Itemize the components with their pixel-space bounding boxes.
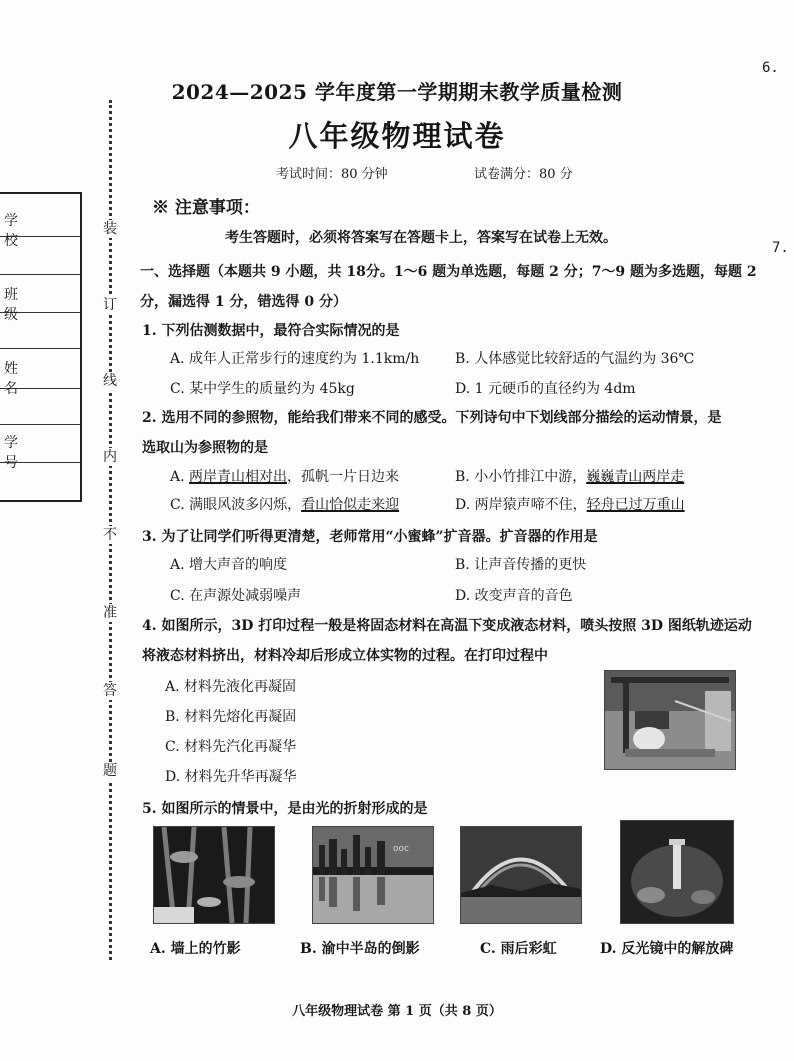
seal-char: 题 bbox=[103, 763, 117, 779]
underlined-phrase: 巍巍青山两岸走 bbox=[586, 469, 685, 485]
option-prefix: C. 满眼风波多闪烁， bbox=[170, 497, 302, 513]
q3-option-b: B. 让声音传播的更快 bbox=[455, 557, 587, 573]
notice-heading: ※ 注意事项： bbox=[152, 198, 260, 218]
section-heading: 一、选择题（本题共 9 小题，共 18分。1～6 题为单选题，每题 2 分；7～9 题为多选题，每题 2 分，漏选得 1 分，错选得 0 分） bbox=[140, 264, 757, 310]
seal-char: 线 bbox=[103, 373, 117, 389]
option-prefix: B. 小小竹排江中游， bbox=[455, 469, 587, 485]
seal-char: 答 bbox=[103, 683, 117, 699]
q3-option-a: A. 增大声音的响度 bbox=[170, 557, 288, 573]
3d-printer-photo bbox=[604, 670, 736, 770]
question-4-stem: 4. 如图所示，3D 打印过程一般是将固态材料在高温下变成液态材料，喷头按照 3D 图纸轨迹运动将液态材料挤出，材料冷却后形成立体实物的过程。在打印过程中 bbox=[142, 618, 752, 664]
peninsula-reflection-photo bbox=[312, 826, 434, 924]
mirror-monument-photo bbox=[620, 820, 734, 924]
underlined-phrase: 轻舟已过万重山 bbox=[586, 497, 685, 513]
q1-option-a: A. 成年人正常步行的速度约为 1.1km/h bbox=[170, 351, 420, 367]
q4-option-d: D. 材料先升华再凝华 bbox=[165, 769, 297, 785]
exam-title: 2024—2025 学年度第一学期期末教学质量检测 bbox=[171, 80, 623, 104]
margin-number-7: 7. bbox=[772, 240, 789, 256]
photo-watermark: ooc bbox=[393, 844, 409, 854]
underlined-phrase: 看山恰似走来迎 bbox=[301, 497, 400, 513]
q5-option-a: A. 墙上的竹影 bbox=[150, 941, 241, 957]
q5-option-d: D. 反光镜中的解放碑 bbox=[600, 941, 734, 957]
student-id-label: 学 号 bbox=[4, 435, 38, 471]
option-prefix: A. bbox=[170, 469, 190, 485]
rainbow-image bbox=[461, 827, 581, 923]
q4-option-a: A. 材料先液化再凝固 bbox=[165, 679, 297, 695]
info-divider bbox=[0, 274, 80, 275]
q2-option-c bbox=[170, 494, 399, 516]
question-2-stem: 2. 选用不同的参照物，能给我们带来不同的感受。下列诗句中下划线部分描绘的运动情景，是选取山为参照物的是 bbox=[142, 410, 722, 456]
q2-option-b bbox=[455, 466, 684, 488]
exam-subtitle: 八年级物理试卷 bbox=[288, 119, 506, 153]
seal-char: 准 bbox=[103, 605, 117, 621]
q3-option-d: D. 改变声音的音色 bbox=[455, 588, 573, 604]
q1-option-c: C. 某中学生的质量约为 45kg bbox=[170, 381, 355, 397]
q5-option-c: C. 雨后彩虹 bbox=[480, 941, 557, 957]
bamboo-shadow-photo bbox=[153, 826, 275, 924]
seal-char: 订 bbox=[103, 297, 117, 313]
3d-printer-image bbox=[605, 671, 735, 769]
seal-char: 不 bbox=[103, 527, 117, 543]
seal-char: 装 bbox=[103, 221, 117, 237]
name-label: 姓 名 bbox=[4, 361, 38, 397]
school-label: 学 校 bbox=[4, 213, 38, 249]
student-info-box bbox=[0, 192, 82, 502]
exam-time: 考试时间：80 分钟 bbox=[276, 167, 388, 182]
option-suffix: ，孤帆一片日边来 bbox=[287, 469, 400, 485]
mirror-monument-image bbox=[621, 821, 733, 923]
question-5-stem: 5. 如图所示的情景中，是由光的折射形成的是 bbox=[142, 801, 428, 817]
underlined-phrase: 两岸青山相对出 bbox=[189, 469, 288, 485]
info-divider bbox=[0, 424, 80, 425]
bamboo-shadow-image bbox=[154, 827, 274, 923]
q2-option-a bbox=[170, 466, 399, 488]
q3-option-c: C. 在声源处减弱噪声 bbox=[170, 588, 302, 604]
q4-option-c: C. 材料先汽化再凝华 bbox=[165, 739, 297, 755]
question-3-stem: 3. 为了让同学们听得更清楚，老师常用“小蜜蜂”扩音器。扩音器的作用是 bbox=[142, 529, 598, 545]
option-prefix: D. 两岸猿声啼不住， bbox=[455, 497, 587, 513]
q1-option-d: D. 1 元硬币的直径约为 4dm bbox=[455, 381, 636, 397]
full-score: 试卷满分：80 分 bbox=[474, 167, 573, 182]
peninsula-reflection-image bbox=[313, 827, 433, 923]
question-1-stem: 1. 下列估测数据中，最符合实际情况的是 bbox=[142, 323, 400, 339]
page-footer: 八年级物理试卷 第 1 页（共 8 页） bbox=[292, 1004, 502, 1019]
q4-option-b: B. 材料先熔化再凝固 bbox=[165, 709, 297, 725]
margin-number-6: 6. bbox=[762, 60, 779, 76]
rainbow-photo bbox=[460, 826, 582, 924]
seal-char: 内 bbox=[103, 449, 117, 465]
info-divider bbox=[0, 348, 80, 349]
notice-text: 考生答题时，必须将答案写在答题卡上，答案写在试卷上无效。 bbox=[225, 230, 617, 246]
class-label: 班 级 bbox=[4, 287, 38, 323]
q2-option-d bbox=[455, 494, 685, 516]
q1-option-b: B. 人体感觉比较舒适的气温约为 36℃ bbox=[455, 351, 695, 367]
q5-option-b: B. 渝中半岛的倒影 bbox=[300, 941, 420, 957]
